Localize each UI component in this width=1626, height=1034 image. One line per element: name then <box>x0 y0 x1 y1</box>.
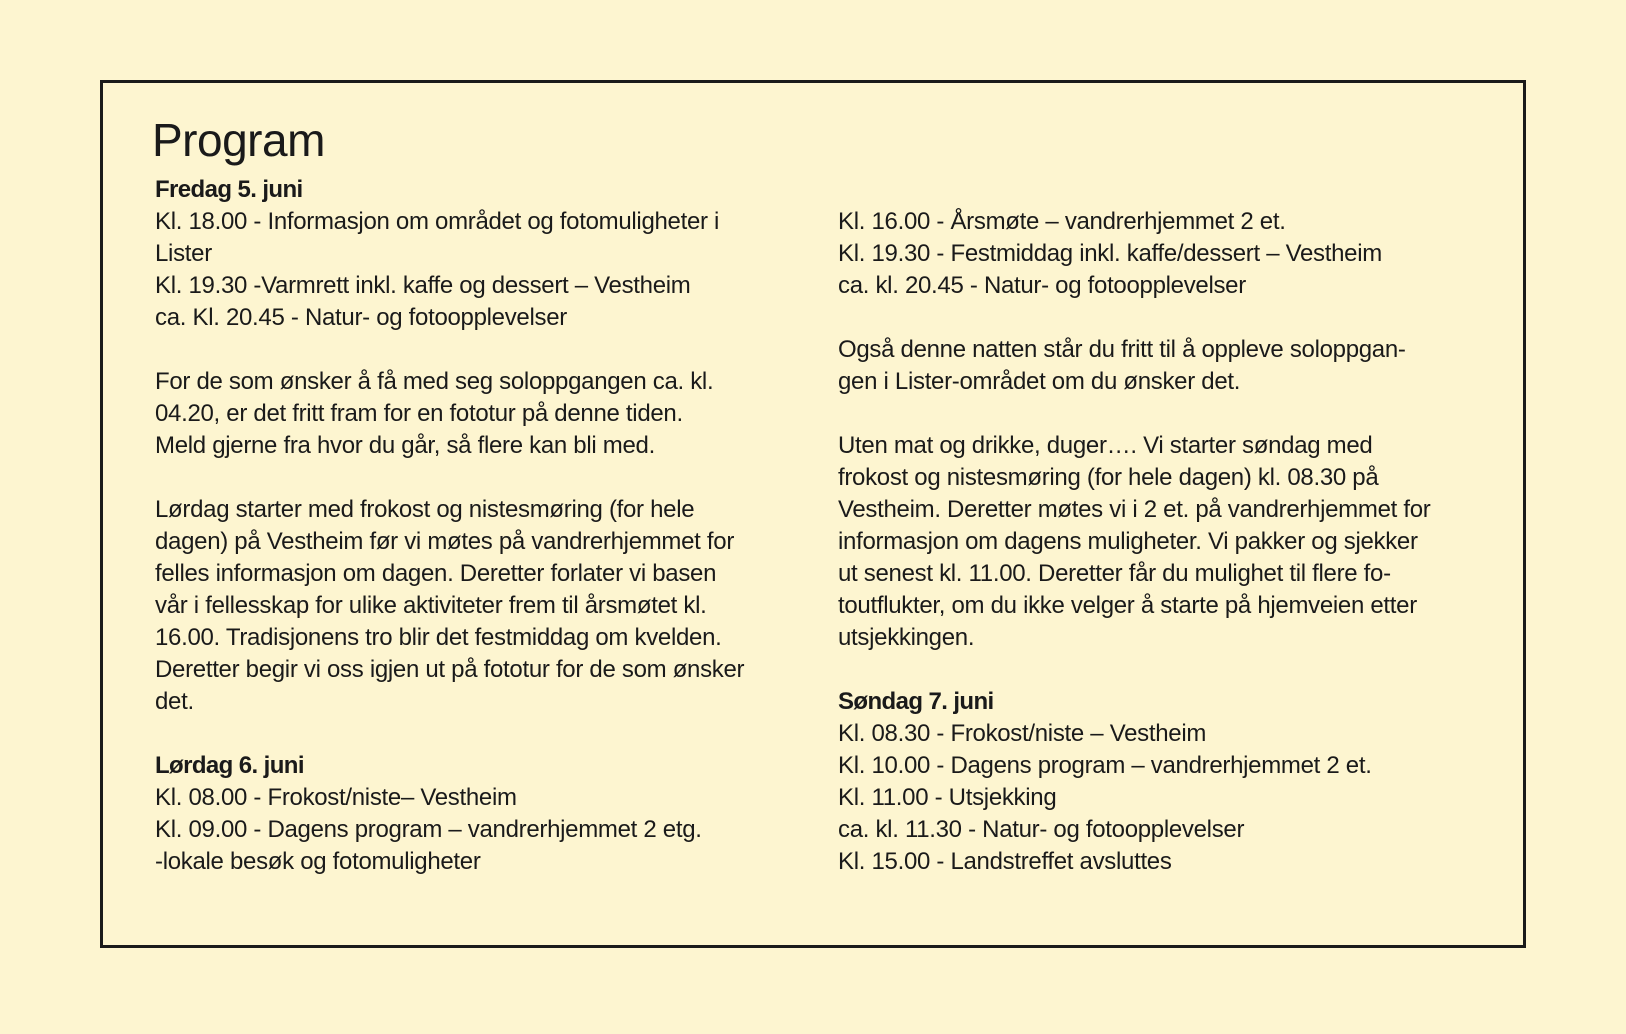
left-column <box>155 174 835 878</box>
sunday-paragraph-line: frokost og nistesmøring (for hele dagen) kl. 08.30 på <box>838 464 1379 491</box>
page-title: Program <box>152 114 325 166</box>
sunrise-paragraph-line: Meld gjerne fra hvor du går, så flere kan bli med. <box>155 432 655 459</box>
night-paragraph-line: gen i Lister-området om du ønsker det. <box>838 368 1241 395</box>
friday-line: Kl. 18.00 - Informasjon om området og fotomuligheter i <box>155 208 720 235</box>
saturday-paragraph-line: Lørdag starter med frokost og nistesmøring (for hele <box>155 496 695 523</box>
spacer <box>838 302 1498 334</box>
saturday-paragraph-line: vår i fellesskap for ulike aktiviteter frem til årsmøtet kl. <box>155 592 707 619</box>
sunday-line: Kl. 10.00 - Dagens program – vandrerhjemmet 2 et. <box>838 752 1372 779</box>
saturday-line: Kl. 09.00 - Dagens program – vandrerhjemmet 2 etg. <box>155 816 702 843</box>
saturday-continued-line: Kl. 16.00 - Årsmøte – vandrerhjemmet 2 et. <box>838 208 1286 235</box>
sunday-paragraph-line: Uten mat og drikke, duger…. Vi starter søndag med <box>838 432 1373 459</box>
sunday-paragraph-line: utsjekkingen. <box>838 624 975 651</box>
spacer <box>838 398 1498 430</box>
sunday-line: Kl. 08.30 - Frokost/niste – Vestheim <box>838 720 1207 747</box>
friday-line: Kl. 19.30 -Varmrett inkl. kaffe og dessert – Vestheim <box>155 272 691 299</box>
saturday-paragraph-line: Deretter begir vi oss igjen ut på fototur for de som ønsker <box>155 656 745 683</box>
sunday-line: Kl. 15.00 - Landstreffet avsluttes <box>838 848 1172 875</box>
saturday-line: -lokale besøk og fotomuligheter <box>155 848 481 875</box>
saturday-paragraph-line: 16.00. Tradisjonens tro blir det festmiddag om kvelden. <box>155 624 722 651</box>
friday-line: ca. Kl. 20.45 - Natur- og fotoopplevelser <box>155 304 567 331</box>
sunday-paragraph-line: informasjon om dagens muligheter. Vi pakker og sjekker <box>838 528 1418 555</box>
sunrise-paragraph-line: For de som ønsker å få med seg soloppgangen ca. kl. <box>155 368 714 395</box>
right-column <box>838 174 1498 878</box>
spacer <box>838 654 1498 686</box>
sunday-line: Kl. 11.00 - Utsjekking <box>838 784 1057 811</box>
saturday-continued-line: ca. kl. 20.45 - Natur- og fotoopplevelser <box>838 272 1246 299</box>
spacer <box>838 174 1498 206</box>
sunday-line: ca. kl. 11.30 - Natur- og fotoopplevelser <box>838 816 1245 843</box>
night-paragraph-line: Også denne natten står du fritt til å oppleve soloppgan- <box>838 336 1406 363</box>
saturday-continued-line: Kl. 19.30 - Festmiddag inkl. kaffe/dessert – Vestheim <box>838 240 1382 267</box>
saturday-line: Kl. 08.00 - Frokost/niste– Vestheim <box>155 784 517 811</box>
friday-line: Lister <box>155 240 212 267</box>
sunday-heading: Søndag 7. juni <box>838 688 994 715</box>
saturday-paragraph-line: felles informasjon om dagen. Deretter forlater vi basen <box>155 560 717 587</box>
sunday-paragraph-line: ut senest kl. 11.00. Deretter får du mulighet til flere fo- <box>838 560 1391 587</box>
saturday-heading: Lørdag 6. juni <box>155 752 304 779</box>
sunrise-paragraph-line: 04.20, er det fritt fram for en fototur på denne tiden. <box>155 400 683 427</box>
spacer <box>155 718 835 750</box>
sunday-paragraph-line: Vestheim. Deretter møtes vi i 2 et. på vandrerhjemmet for <box>838 496 1431 523</box>
friday-heading: Fredag 5. juni <box>155 176 303 203</box>
spacer <box>155 334 835 366</box>
spacer <box>155 462 835 494</box>
saturday-paragraph-line: det. <box>155 688 194 715</box>
saturday-paragraph-line: dagen) på Vestheim før vi møtes på vandrerhjemmet for <box>155 528 735 555</box>
sunday-paragraph-line: toutflukter, om du ikke velger å starte på hjemveien etter <box>838 592 1417 619</box>
